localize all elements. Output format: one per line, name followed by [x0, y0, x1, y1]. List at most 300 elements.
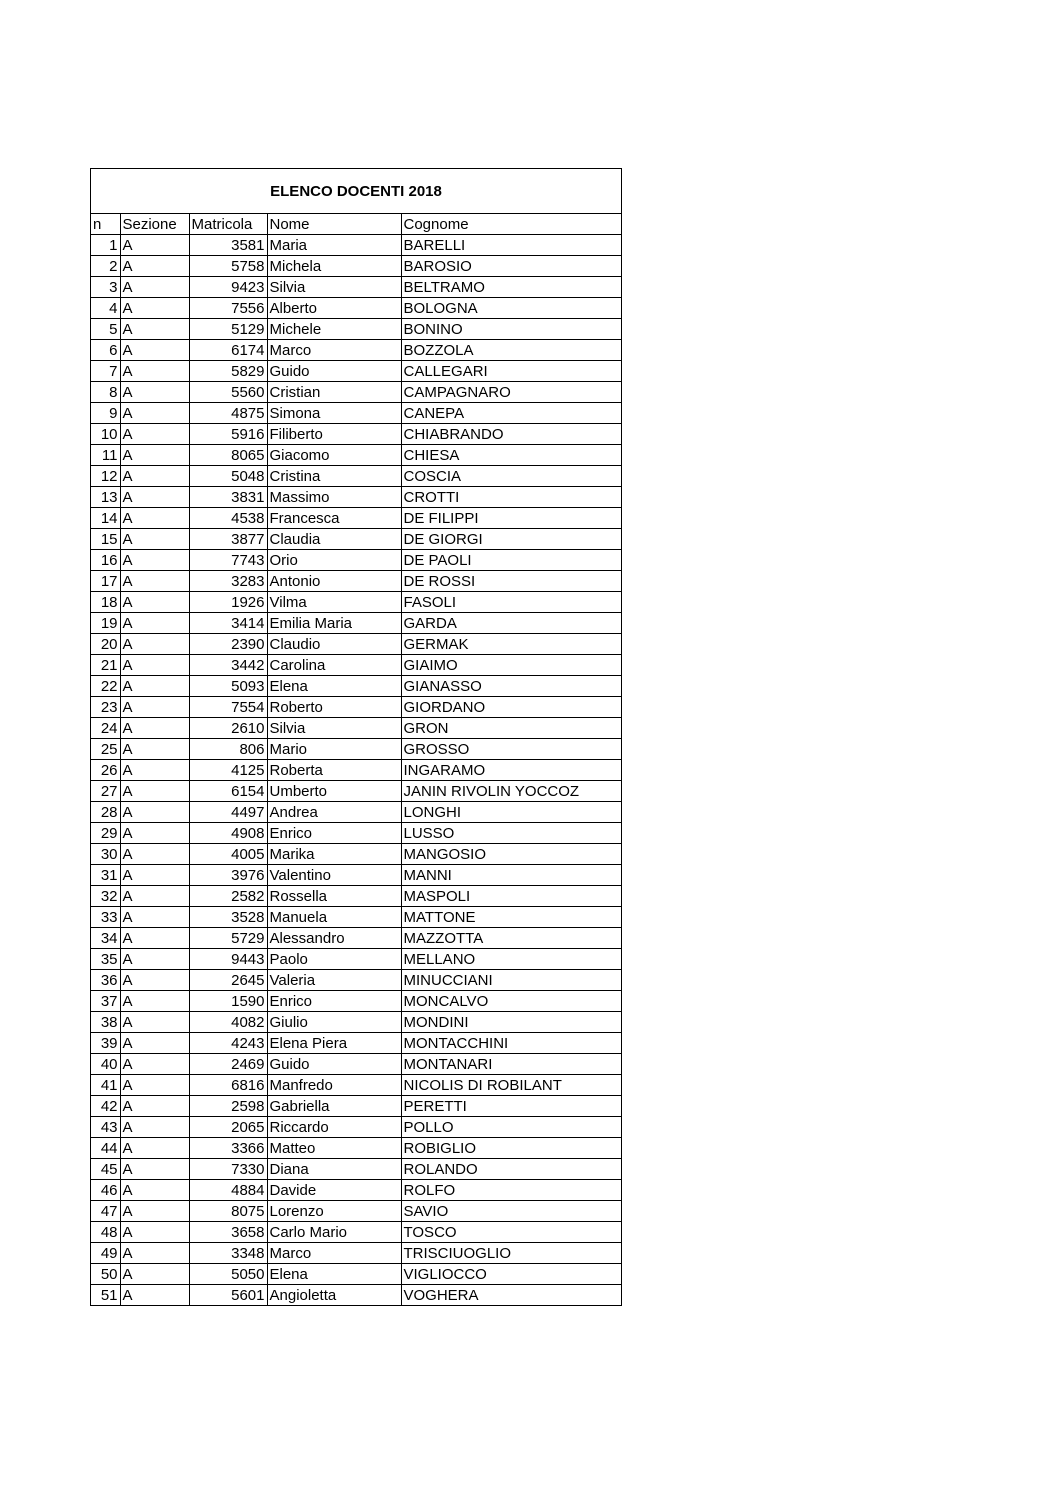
cell-matricola: 2582: [189, 886, 267, 907]
table-row: [91, 844, 621, 865]
cell-n: 42: [91, 1096, 120, 1117]
cell-n: 12: [91, 466, 120, 487]
header-n: n: [91, 214, 120, 235]
cell-sezione: A: [120, 1012, 189, 1033]
cell-nome: Matteo: [267, 1138, 401, 1159]
cell-nome: Antonio: [267, 571, 401, 592]
cell-matricola: 3831: [189, 487, 267, 508]
table-row: [91, 1075, 621, 1096]
cell-sezione: A: [120, 760, 189, 781]
cell-n: 37: [91, 991, 120, 1012]
table-row: [91, 1201, 621, 1222]
cell-nome: Elena: [267, 676, 401, 697]
table-row: [91, 760, 621, 781]
cell-cognome: JANIN RIVOLIN YOCCOZ: [401, 781, 621, 802]
cell-nome: Manfredo: [267, 1075, 401, 1096]
cell-nome: Umberto: [267, 781, 401, 802]
table-row: [91, 256, 621, 277]
table-row: [91, 1159, 621, 1180]
header-sezione: Sezione: [120, 214, 189, 235]
cell-n: 18: [91, 592, 120, 613]
cell-sezione: A: [120, 550, 189, 571]
cell-sezione: A: [120, 277, 189, 298]
cell-n: 22: [91, 676, 120, 697]
cell-cognome: GERMAK: [401, 634, 621, 655]
cell-matricola: 7556: [189, 298, 267, 319]
cell-cognome: TRISCIUOGLIO: [401, 1243, 621, 1264]
cell-n: 11: [91, 445, 120, 466]
cell-sezione: A: [120, 508, 189, 529]
header-row: [91, 214, 621, 235]
table-row: [91, 1138, 621, 1159]
cell-nome: Francesca: [267, 508, 401, 529]
cell-cognome: BAROSIO: [401, 256, 621, 277]
cell-nome: Claudia: [267, 529, 401, 550]
table-row: [91, 298, 621, 319]
cell-n: 10: [91, 424, 120, 445]
cell-n: 19: [91, 613, 120, 634]
table-row: [91, 1096, 621, 1117]
cell-cognome: INGARAMO: [401, 760, 621, 781]
cell-n: 49: [91, 1243, 120, 1264]
cell-nome: Valeria: [267, 970, 401, 991]
cell-cognome: BELTRAMO: [401, 277, 621, 298]
cell-cognome: GARDA: [401, 613, 621, 634]
cell-n: 51: [91, 1285, 120, 1306]
table-row: [91, 718, 621, 739]
cell-n: 26: [91, 760, 120, 781]
cell-cognome: DE GIORGI: [401, 529, 621, 550]
table-row: [91, 1033, 621, 1054]
table-row: [91, 613, 621, 634]
cell-nome: Lorenzo: [267, 1201, 401, 1222]
cell-sezione: A: [120, 907, 189, 928]
cell-cognome: NICOLIS DI ROBILANT: [401, 1075, 621, 1096]
cell-matricola: 6154: [189, 781, 267, 802]
cell-nome: Orio: [267, 550, 401, 571]
cell-nome: Enrico: [267, 991, 401, 1012]
table-row: [91, 865, 621, 886]
cell-matricola: 2598: [189, 1096, 267, 1117]
cell-n: 20: [91, 634, 120, 655]
cell-matricola: 5050: [189, 1264, 267, 1285]
cell-nome: Roberta: [267, 760, 401, 781]
cell-nome: Giulio: [267, 1012, 401, 1033]
cell-nome: Guido: [267, 1054, 401, 1075]
cell-cognome: DE ROSSI: [401, 571, 621, 592]
cell-matricola: 2610: [189, 718, 267, 739]
cell-cognome: MONCALVO: [401, 991, 621, 1012]
cell-nome: Andrea: [267, 802, 401, 823]
table-row: [91, 508, 621, 529]
cell-sezione: A: [120, 340, 189, 361]
cell-nome: Massimo: [267, 487, 401, 508]
cell-sezione: A: [120, 1243, 189, 1264]
cell-sezione: A: [120, 802, 189, 823]
table-row: [91, 1264, 621, 1285]
cell-n: 24: [91, 718, 120, 739]
cell-n: 32: [91, 886, 120, 907]
table-row: [91, 319, 621, 340]
cell-n: 3: [91, 277, 120, 298]
cell-nome: Marco: [267, 1243, 401, 1264]
cell-n: 17: [91, 571, 120, 592]
cell-nome: Vilma: [267, 592, 401, 613]
cell-matricola: 3414: [189, 613, 267, 634]
cell-sezione: A: [120, 697, 189, 718]
cell-sezione: A: [120, 634, 189, 655]
cell-matricola: 6174: [189, 340, 267, 361]
cell-matricola: 5560: [189, 382, 267, 403]
cell-n: 28: [91, 802, 120, 823]
cell-matricola: 3976: [189, 865, 267, 886]
cell-matricola: 3348: [189, 1243, 267, 1264]
cell-n: 35: [91, 949, 120, 970]
cell-nome: Elena Piera: [267, 1033, 401, 1054]
cell-n: 30: [91, 844, 120, 865]
cell-sezione: A: [120, 256, 189, 277]
cell-sezione: A: [120, 1285, 189, 1306]
cell-sezione: A: [120, 1054, 189, 1075]
cell-n: 40: [91, 1054, 120, 1075]
cell-matricola: 2390: [189, 634, 267, 655]
teacher-table: [91, 214, 621, 1305]
cell-cognome: CAMPAGNARO: [401, 382, 621, 403]
table-row: [91, 382, 621, 403]
cell-matricola: 4497: [189, 802, 267, 823]
cell-cognome: CROTTI: [401, 487, 621, 508]
cell-cognome: BOLOGNA: [401, 298, 621, 319]
cell-nome: Alessandro: [267, 928, 401, 949]
cell-cognome: LONGHI: [401, 802, 621, 823]
cell-sezione: A: [120, 403, 189, 424]
cell-sezione: A: [120, 529, 189, 550]
cell-nome: Silvia: [267, 277, 401, 298]
cell-nome: Maria: [267, 235, 401, 256]
cell-sezione: A: [120, 361, 189, 382]
cell-sezione: A: [120, 466, 189, 487]
table-row: [91, 991, 621, 1012]
table-row: [91, 487, 621, 508]
table-row: [91, 340, 621, 361]
header-nome: Nome: [267, 214, 401, 235]
table-row: [91, 445, 621, 466]
table-row: [91, 550, 621, 571]
cell-nome: Michele: [267, 319, 401, 340]
table-row: [91, 466, 621, 487]
table-row: [91, 361, 621, 382]
table-row: [91, 1243, 621, 1264]
table-row: [91, 1012, 621, 1033]
cell-cognome: MAZZOTTA: [401, 928, 621, 949]
cell-cognome: POLLO: [401, 1117, 621, 1138]
cell-matricola: 806: [189, 739, 267, 760]
cell-sezione: A: [120, 235, 189, 256]
cell-cognome: MONTANARI: [401, 1054, 621, 1075]
teacher-list-sheet: [90, 168, 622, 1306]
cell-n: 25: [91, 739, 120, 760]
cell-sezione: A: [120, 382, 189, 403]
cell-sezione: A: [120, 1075, 189, 1096]
cell-sezione: A: [120, 1264, 189, 1285]
cell-n: 2: [91, 256, 120, 277]
cell-sezione: A: [120, 949, 189, 970]
cell-sezione: A: [120, 781, 189, 802]
cell-matricola: 7554: [189, 697, 267, 718]
cell-sezione: A: [120, 886, 189, 907]
cell-nome: Giacomo: [267, 445, 401, 466]
table-row: [91, 634, 621, 655]
cell-matricola: 4884: [189, 1180, 267, 1201]
cell-n: 29: [91, 823, 120, 844]
cell-cognome: GIANASSO: [401, 676, 621, 697]
cell-nome: Emilia Maria: [267, 613, 401, 634]
cell-nome: Marika: [267, 844, 401, 865]
cell-matricola: 3528: [189, 907, 267, 928]
table-row: [91, 592, 621, 613]
cell-n: 43: [91, 1117, 120, 1138]
cell-cognome: VOGHERA: [403, 1286, 479, 1304]
cell-cognome: MANNI: [401, 865, 621, 886]
cell-cognome: MELLANO: [401, 949, 621, 970]
cell-sezione: A: [120, 613, 189, 634]
cell-nome: Silvia: [267, 718, 401, 739]
table-row: [91, 1222, 621, 1243]
cell-nome: Angioletta: [267, 1285, 401, 1306]
cell-sezione: A: [120, 739, 189, 760]
cell-n: 47: [91, 1201, 120, 1222]
cell-matricola: 5829: [189, 361, 267, 382]
table-row: [91, 697, 621, 718]
table-row: [91, 235, 621, 256]
table-row: [91, 655, 621, 676]
table-row: [91, 739, 621, 760]
cell-matricola: 2065: [189, 1117, 267, 1138]
cell-n: 23: [91, 697, 120, 718]
cell-sezione: A: [120, 928, 189, 949]
cell-sezione: A: [120, 424, 189, 445]
cell-matricola: 7743: [189, 550, 267, 571]
cell-cognome: GIORDANO: [401, 697, 621, 718]
cell-n: 38: [91, 1012, 120, 1033]
cell-nome: Mario: [267, 739, 401, 760]
cell-n: 13: [91, 487, 120, 508]
cell-n: 14: [91, 508, 120, 529]
cell-sezione: A: [120, 571, 189, 592]
table-row: [91, 1117, 621, 1138]
table-row: [91, 886, 621, 907]
cell-nome: Paolo: [267, 949, 401, 970]
cell-nome: Filiberto: [267, 424, 401, 445]
table-row: [91, 424, 621, 445]
cell-cognome: DE PAOLI: [401, 550, 621, 571]
cell-cognome: GRON: [401, 718, 621, 739]
cell-nome: Cristian: [267, 382, 401, 403]
cell-matricola: 7330: [189, 1159, 267, 1180]
cell-cognome: MATTONE: [401, 907, 621, 928]
cell-sezione: A: [120, 487, 189, 508]
table-row: [91, 676, 621, 697]
cell-sezione: A: [120, 1201, 189, 1222]
cell-nome: Rossella: [267, 886, 401, 907]
cell-n: 31: [91, 865, 120, 886]
cell-cognome: CHIABRANDO: [401, 424, 621, 445]
cell-nome: Guido: [267, 361, 401, 382]
cell-matricola: 3366: [189, 1138, 267, 1159]
cell-n: 16: [91, 550, 120, 571]
cell-sezione: A: [120, 718, 189, 739]
cell-n: 41: [91, 1075, 120, 1096]
cell-n: 7: [91, 361, 120, 382]
cell-matricola: 5916: [189, 424, 267, 445]
cell-matricola: 4005: [189, 844, 267, 865]
cell-matricola: 8065: [189, 445, 267, 466]
cell-cognome: DE FILIPPI: [401, 508, 621, 529]
cell-cognome: BONINO: [401, 319, 621, 340]
cell-n: 4: [91, 298, 120, 319]
table-row: [91, 277, 621, 298]
cell-nome: Enrico: [267, 823, 401, 844]
cell-cognome: FASOLI: [401, 592, 621, 613]
cell-sezione: A: [120, 445, 189, 466]
cell-sezione: A: [120, 319, 189, 340]
cell-sezione: A: [120, 676, 189, 697]
cell-cognome: MASPOLI: [401, 886, 621, 907]
cell-n: 33: [91, 907, 120, 928]
cell-n: 27: [91, 781, 120, 802]
cell-sezione: A: [120, 655, 189, 676]
cell-sezione: A: [120, 592, 189, 613]
cell-sezione: A: [120, 1117, 189, 1138]
cell-sezione: A: [120, 823, 189, 844]
cell-cognome: CANEPA: [401, 403, 621, 424]
cell-n: 45: [91, 1159, 120, 1180]
cell-matricola: 4875: [189, 403, 267, 424]
cell-sezione: A: [120, 970, 189, 991]
cell-matricola: 2469: [189, 1054, 267, 1075]
cell-matricola: 6816: [189, 1075, 267, 1096]
cell-matricola: 4908: [189, 823, 267, 844]
cell-matricola: 3658: [189, 1222, 267, 1243]
cell-matricola: 2645: [189, 970, 267, 991]
cell-cognome: ROLANDO: [401, 1159, 621, 1180]
table-row: [91, 907, 621, 928]
cell-cognome: BOZZOLA: [401, 340, 621, 361]
cell-cognome: MONTACCHINI: [401, 1033, 621, 1054]
cell-sezione: A: [120, 844, 189, 865]
cell-matricola: 5758: [189, 256, 267, 277]
cell-matricola: 1926: [189, 592, 267, 613]
cell-nome: Claudio: [267, 634, 401, 655]
table-row: [91, 823, 621, 844]
cell-nome: Gabriella: [267, 1096, 401, 1117]
cell-nome: Elena: [267, 1264, 401, 1285]
cell-cognome: CHIESA: [401, 445, 621, 466]
cell-cognome: GROSSO: [401, 739, 621, 760]
cell-nome: Marco: [267, 340, 401, 361]
sheet-title: ELENCO DOCENTI 2018: [91, 169, 621, 214]
table-row: [91, 1054, 621, 1075]
cell-cognome: SAVIO: [401, 1201, 621, 1222]
cell-n: 50: [91, 1264, 120, 1285]
table-row: [91, 802, 621, 823]
table-row: [91, 1180, 621, 1201]
cell-cognome: COSCIA: [401, 466, 621, 487]
cell-nome: Simona: [267, 403, 401, 424]
cell-cognome: PERETTI: [401, 1096, 621, 1117]
cell-n: 1: [91, 235, 120, 256]
cell-cognome: LUSSO: [401, 823, 621, 844]
cell-sezione: A: [120, 1159, 189, 1180]
cell-matricola: 9443: [189, 949, 267, 970]
cell-cognome: ROBIGLIO: [401, 1138, 621, 1159]
cell-n: 34: [91, 928, 120, 949]
cell-n: 21: [91, 655, 120, 676]
cell-cognome: CALLEGARI: [401, 361, 621, 382]
cell-matricola: 4125: [189, 760, 267, 781]
cell-matricola: 8075: [189, 1201, 267, 1222]
cell-sezione: A: [120, 1033, 189, 1054]
cell-nome: Cristina: [267, 466, 401, 487]
cell-cognome: BARELLI: [401, 235, 621, 256]
cell-n: 9: [91, 403, 120, 424]
cell-sezione: A: [120, 1138, 189, 1159]
cell-cognome: GIAIMO: [401, 655, 621, 676]
cell-n: 46: [91, 1180, 120, 1201]
cell-n: 6: [91, 340, 120, 361]
header-cognome: Cognome: [401, 214, 621, 235]
cell-cognome: MONDINI: [401, 1012, 621, 1033]
cell-matricola: 1590: [189, 991, 267, 1012]
cell-matricola: 3442: [189, 655, 267, 676]
cell-n: 8: [91, 382, 120, 403]
cell-nome: Michela: [267, 256, 401, 277]
cell-matricola: 9423: [189, 277, 267, 298]
cell-nome: Riccardo: [267, 1117, 401, 1138]
cell-nome: Davide: [267, 1180, 401, 1201]
cell-matricola: 5093: [189, 676, 267, 697]
cell-nome: Roberto: [267, 697, 401, 718]
cell-cognome: MANGOSIO: [401, 844, 621, 865]
cell-cognome: VIGLIOCCO: [401, 1264, 621, 1285]
table-row: [91, 928, 621, 949]
cell-sezione: A: [120, 1222, 189, 1243]
cell-nome: Carlo Mario: [267, 1222, 401, 1243]
cell-nome: Valentino: [267, 865, 401, 886]
cell-n: 36: [91, 970, 120, 991]
cell-n: 48: [91, 1222, 120, 1243]
table-row: [91, 949, 621, 970]
cell-matricola: 5048: [189, 466, 267, 487]
cell-sezione: A: [120, 1180, 189, 1201]
cell-matricola: 5729: [189, 928, 267, 949]
cell-matricola: 3283: [189, 571, 267, 592]
header-matricola: Matricola: [189, 214, 267, 235]
cell-cognome: ROLFO: [401, 1180, 621, 1201]
table-row: [91, 781, 621, 802]
cell-nome: Manuela: [267, 907, 401, 928]
table-row: [91, 1285, 621, 1306]
cell-nome: Carolina: [267, 655, 401, 676]
cell-n: 15: [91, 529, 120, 550]
cell-matricola: 5129: [189, 319, 267, 340]
cell-nome: Diana: [267, 1159, 401, 1180]
table-row: [91, 529, 621, 550]
cell-matricola: 5601: [189, 1285, 267, 1306]
table-row: [91, 403, 621, 424]
cell-matricola: 3581: [189, 235, 267, 256]
cell-sezione: A: [120, 991, 189, 1012]
